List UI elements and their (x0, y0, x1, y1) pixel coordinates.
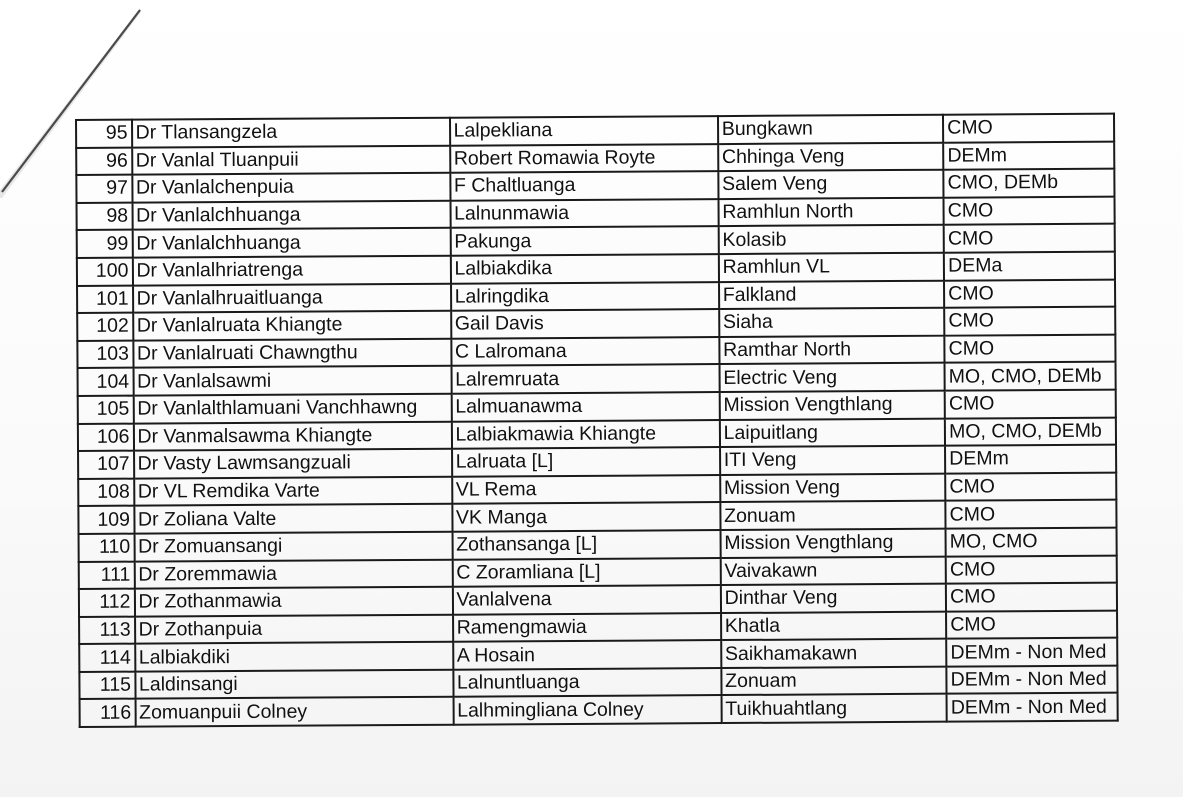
name-cell: Zomuanpuii Colney (135, 697, 453, 727)
name-cell: Dr Zoremmawia (134, 559, 452, 589)
locality-cell: Vaivakawn (720, 556, 946, 585)
serial-number-cell: 100 (77, 258, 133, 286)
name-cell: Dr Vanlal Tluanpuii (132, 145, 450, 175)
locality-cell: Ramthar North (719, 335, 945, 364)
records-table-body (76, 114, 1118, 727)
father-name-cell: VK Manga (452, 502, 720, 531)
serial-number-cell: 115 (79, 672, 135, 700)
name-cell: Dr Vanlalchenpuia (132, 173, 450, 203)
serial-number-cell: 96 (76, 147, 132, 175)
serial-number-cell: 103 (77, 340, 133, 368)
father-name-cell: Pakunga (450, 226, 718, 255)
records-table (75, 113, 1119, 728)
locality-cell: Mission Vengthlang (720, 529, 946, 558)
category-cell: CMO (943, 114, 1114, 143)
father-name-cell: Lalpekliana (450, 116, 718, 145)
father-name-cell: C Lalromana (451, 337, 719, 366)
serial-number-cell: 99 (77, 230, 133, 258)
locality-cell: Electric Veng (719, 363, 945, 392)
name-cell: Laldinsangi (135, 670, 453, 700)
name-cell: Dr Vanmalsawma Khiangte (133, 421, 451, 451)
name-cell: Dr Vanlalhruaitluanga (133, 283, 451, 313)
serial-number-cell: 108 (78, 478, 134, 506)
serial-number-cell: 101 (77, 285, 133, 313)
category-cell: CMO (946, 610, 1117, 639)
name-cell: Dr Vanlalthlamuani Vanchhawng (133, 394, 451, 424)
father-name-cell: Lalruata [L] (452, 447, 720, 476)
serial-number-cell: 109 (78, 506, 134, 534)
name-cell: Lalbiakdiki (135, 642, 453, 672)
father-name-cell: Lalbiakmawia Khiangte (451, 420, 719, 449)
locality-cell: Salem Veng (718, 170, 944, 199)
category-cell: CMO (944, 224, 1115, 253)
father-name-cell: Vanlalvena (452, 585, 720, 614)
name-cell: Dr Vasty Lawmsangzuali (134, 449, 452, 479)
serial-number-cell: 113 (79, 616, 135, 644)
serial-number-cell: 112 (79, 589, 135, 617)
serial-number-cell: 105 (78, 396, 134, 424)
category-cell: CMO (946, 555, 1117, 584)
father-name-cell: Gail Davis (451, 309, 719, 338)
name-cell: Dr Vanlalruata Khiangte (133, 311, 451, 341)
category-cell: CMO (945, 390, 1116, 419)
father-name-cell: Lalremruata (451, 364, 719, 393)
locality-cell: Siaha (719, 308, 945, 337)
locality-cell: Saikhamakawn (721, 639, 947, 668)
table-row (80, 693, 1118, 727)
name-cell: Dr Zoliana Valte (134, 504, 452, 534)
locality-cell: Falkland (719, 280, 945, 309)
serial-number-cell: 116 (80, 699, 136, 727)
serial-number-cell: 97 (76, 175, 132, 203)
father-name-cell: Lalhmingliana Colney (453, 696, 721, 725)
father-name-cell: C Zoramliana [L] (452, 558, 720, 587)
locality-cell: ITI Veng (720, 446, 946, 475)
father-name-cell: A Hosain (453, 640, 721, 669)
locality-cell: Dinthar Veng (721, 584, 947, 613)
locality-cell: Ramhlun VL (719, 253, 945, 282)
locality-cell: Mission Vengthlang (719, 391, 945, 420)
category-cell: CMO (945, 472, 1116, 501)
category-cell: DEMm (943, 141, 1114, 170)
category-cell: CMO (944, 279, 1115, 308)
category-cell: CMO, DEMb (943, 169, 1114, 198)
locality-cell: Tuikhuahtlang (721, 694, 947, 723)
locality-cell: Zonuam (721, 667, 947, 696)
father-name-cell: Lalmuanawma (451, 392, 719, 421)
category-cell: MO, CMO, DEMb (945, 362, 1116, 391)
name-cell: Dr Zothanpuia (135, 614, 453, 644)
serial-number-cell: 111 (79, 561, 135, 589)
category-cell: MO, CMO, DEMb (945, 417, 1116, 446)
serial-number-cell: 95 (76, 120, 132, 148)
locality-cell: Chhinga Veng (718, 142, 944, 171)
category-cell: DEMa (944, 252, 1115, 281)
name-cell: Dr Vanlalchhuanga (132, 200, 450, 230)
locality-cell: Bungkawn (718, 115, 944, 144)
category-cell: CMO (946, 583, 1117, 612)
name-cell: Dr Vanlalhriatrenga (132, 256, 450, 286)
locality-cell: Khatla (721, 611, 947, 640)
locality-cell: Zonuam (720, 501, 946, 530)
serial-number-cell: 106 (78, 423, 134, 451)
father-name-cell: Zothansanga [L] (452, 530, 720, 559)
locality-cell: Ramhlun North (718, 197, 944, 226)
father-name-cell: VL Rema (452, 475, 720, 504)
locality-cell: Laipuitlang (720, 418, 946, 447)
serial-number-cell: 107 (78, 451, 134, 479)
category-cell: MO, CMO (946, 528, 1117, 557)
name-cell: Dr VL Remdika Varte (134, 476, 452, 506)
category-cell: DEMm (945, 445, 1116, 474)
category-cell: DEMm - Non Med (947, 666, 1118, 695)
serial-number-cell: 114 (79, 644, 135, 672)
father-name-cell: Lalnuntluanga (453, 668, 721, 697)
name-cell: Dr Vanlalsawmi (133, 366, 451, 396)
category-cell: CMO (946, 500, 1117, 529)
locality-cell: Kolasib (718, 225, 944, 254)
father-name-cell: F Chaltluanga (450, 171, 718, 200)
father-name-cell: Lalringdika (451, 282, 719, 311)
serial-number-cell: 102 (77, 313, 133, 341)
category-cell: CMO (944, 307, 1115, 336)
category-cell: DEMm - Non Med (947, 693, 1118, 722)
category-cell: DEMm - Non Med (946, 638, 1117, 667)
locality-cell: Mission Veng (720, 473, 946, 502)
name-cell: Dr Tlansangzela (132, 118, 450, 148)
father-name-cell: Lalbiakdika (450, 254, 718, 283)
category-cell: CMO (944, 196, 1115, 225)
name-cell: Dr Zothanmawia (134, 587, 452, 617)
father-name-cell: Lalnunmawia (450, 199, 718, 228)
father-name-cell: Ramengmawia (453, 613, 721, 642)
name-cell: Dr Vanlalruati Chawngthu (133, 338, 451, 368)
serial-number-cell: 110 (79, 534, 135, 562)
category-cell: CMO (945, 334, 1116, 363)
father-name-cell: Robert Romawia Royte (450, 144, 718, 173)
serial-number-cell: 104 (78, 368, 134, 396)
name-cell: Dr Vanlalchhuanga (132, 228, 450, 258)
name-cell: Dr Zomuansangi (134, 532, 452, 562)
serial-number-cell: 98 (77, 202, 133, 230)
